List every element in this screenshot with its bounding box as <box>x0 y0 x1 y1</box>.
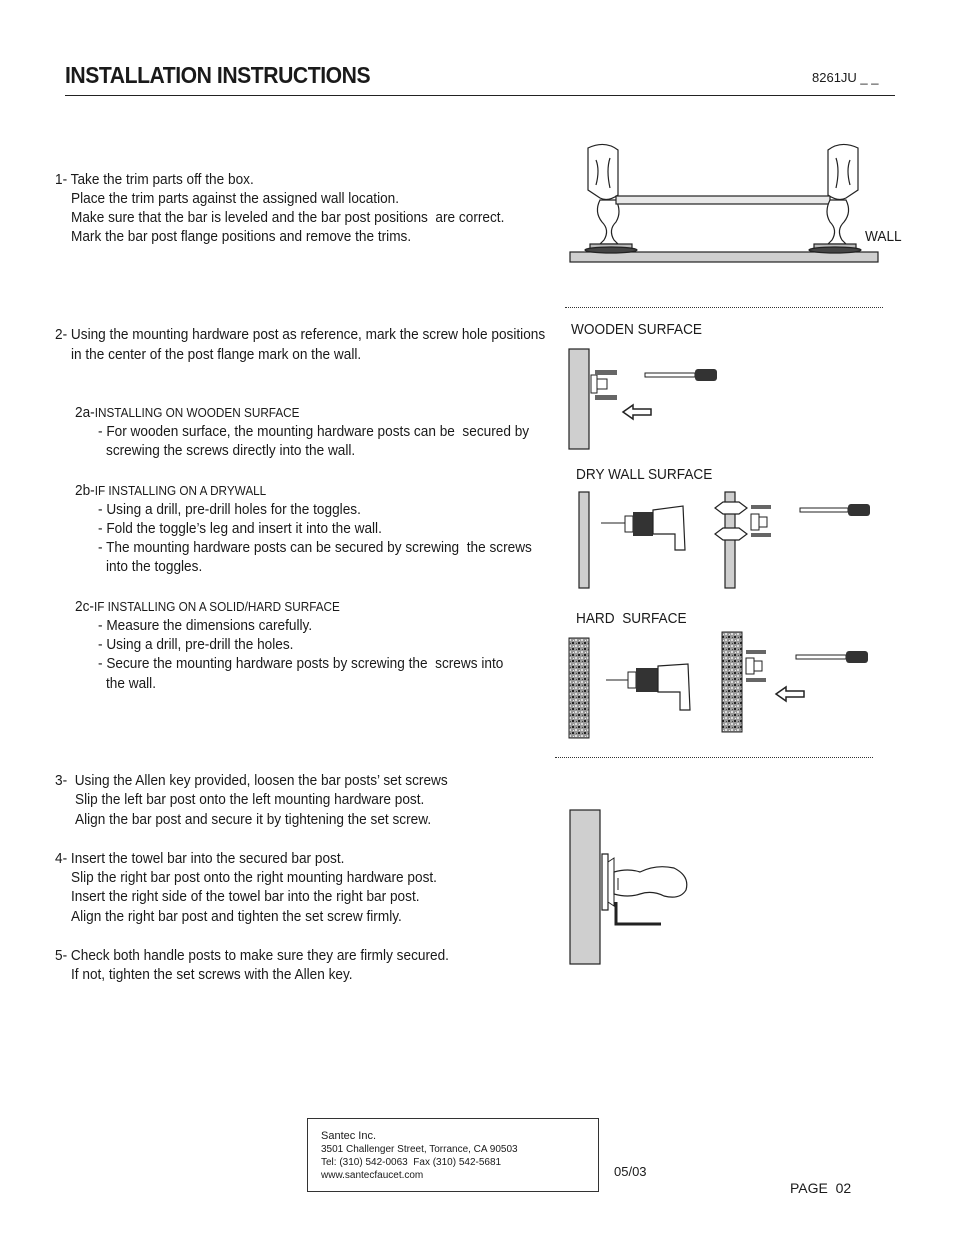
step-5-line-1: 5- Check both handle posts to make sure they are firmly secured. <box>55 948 449 964</box>
step-2c-line-1: - Measure the dimensions carefully. <box>98 618 313 634</box>
wooden-surface-label: WOODEN SURFACE <box>571 322 703 338</box>
step-2c-line-4: the wall. <box>106 676 157 692</box>
company-phone: Tel: (310) 542-0063 Fax (310) 542-5681 <box>321 1157 502 1168</box>
step-3-line-1: 3- Using the Allen key provided, loosen the bar posts’ set screws <box>55 773 448 789</box>
drywall-surface-label: DRY WALL SURFACE <box>576 467 713 483</box>
step-2a-heading <box>75 404 299 423</box>
step-1-line-2: Place the trim parts against the assigned wall location. <box>71 191 400 207</box>
step-3-line-3: Align the bar post and secure it by tightening the set screw. <box>75 812 432 828</box>
step-2c-heading <box>75 598 340 617</box>
wooden-surface-figure <box>565 345 725 455</box>
step-2c-prefix: 2c- <box>75 599 94 615</box>
drywall-surface-figure <box>575 488 875 593</box>
company-website[interactable]: www.santecfaucet.com <box>321 1170 424 1181</box>
step-4-line-1: 4- Insert the towel bar into the secured bar post. <box>55 851 345 867</box>
step-2b-prefix: 2b- <box>75 483 95 499</box>
step-2-line-2: in the center of the post flange mark on the wall. <box>71 347 362 363</box>
step-2c-line-2: - Using a drill, pre-drill the holes. <box>98 637 294 653</box>
step-2b-heading <box>75 482 266 501</box>
company-name: Santec Inc. <box>321 1130 377 1142</box>
step-2a-prefix: 2a- <box>75 405 95 421</box>
step-4-line-4: Align the right bar post and tighten the set screw firmly. <box>71 909 402 925</box>
step-3-line-2: Slip the left bar post onto the left mounting hardware post. <box>75 792 425 808</box>
step-2b-line-2: - Fold the toggle’s leg and insert it into the wall. <box>98 521 382 537</box>
step-1-line-3: Make sure that the bar is leveled and the bar post positions are correct. <box>71 210 505 226</box>
step-1-line-1: 1- Take the trim parts off the box. <box>55 172 254 188</box>
step-2a-line-1: - For wooden surface, the mounting hardware posts can be secured by <box>98 424 530 440</box>
step-2b-line-3: - The mounting hardware posts can be secured by screwing the screws <box>98 540 532 556</box>
step-4-line-2: Slip the right bar post onto the right mounting hardware post. <box>71 870 437 886</box>
step-2b-line-4: into the toggles. <box>106 559 203 575</box>
section-divider-1 <box>565 307 883 308</box>
step-2b-title: IF INSTALLING ON A DRYWALL <box>94 484 267 498</box>
towel-bar-figure <box>560 140 900 270</box>
step-2c-title: IF INSTALLING ON A SOLID/HARD SURFACE <box>93 600 340 614</box>
step-4-line-3: Insert the right side of the towel bar into the right bar post. <box>71 889 420 905</box>
page-title: INSTALLATION INSTRUCTIONS <box>65 62 371 88</box>
step-2c-line-3: - Secure the mounting hardware posts by screwing the screws into <box>98 656 504 672</box>
page-number: PAGE 02 <box>790 1180 852 1196</box>
step-2b-line-1: - Using a drill, pre-drill holes for the toggles. <box>98 502 361 518</box>
section-divider-2 <box>555 757 873 758</box>
wall-label: WALL <box>865 229 902 245</box>
step-5-line-2: If not, tighten the set screws with the Allen key. <box>71 967 353 983</box>
step-1-line-4: Mark the bar post flange positions and remove the trims. <box>71 229 412 245</box>
company-address: 3501 Challenger Street, Torrance, CA 90503 <box>321 1144 518 1155</box>
hard-surface-label: HARD SURFACE <box>576 611 687 627</box>
revision-date: 05/03 <box>614 1164 647 1179</box>
step-2a-line-2: screwing the screws directly into the wall. <box>106 443 356 459</box>
step-2a-title: INSTALLING ON WOODEN SURFACE <box>94 406 300 420</box>
header-rule <box>65 95 895 96</box>
bar-post-allen-key-figure <box>566 806 696 968</box>
model-number: 8261JU _ _ <box>812 70 879 85</box>
hard-surface-figure <box>566 630 876 742</box>
company-info-box <box>307 1118 599 1192</box>
step-2-line-1: 2- Using the mounting hardware post as reference, mark the screw hole positions <box>55 327 546 343</box>
